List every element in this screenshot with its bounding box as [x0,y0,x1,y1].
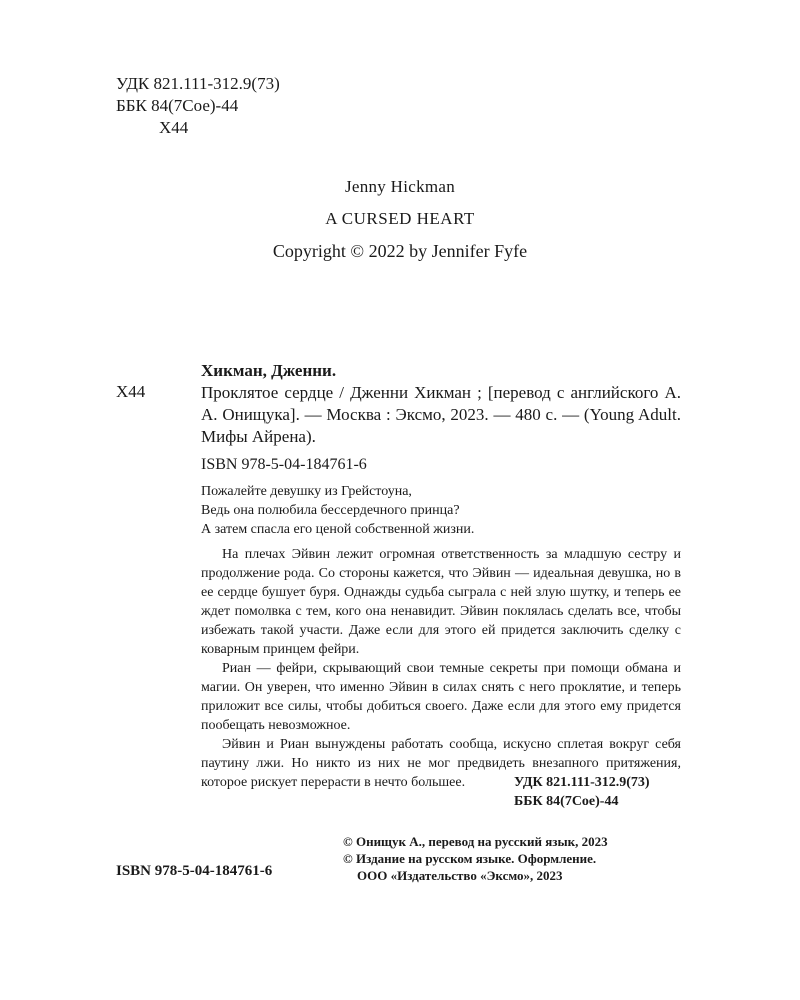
bibliographic-description: Проклятое сердце / Дженни Хикман ; [перевод с английского А. А. Онищука]. — Москва : Эксмо, 2023. — 480 с. — (Young Adult. Мифы Айрена). [201,383,681,446]
annotation-paragraph: На плечах Эйвин лежит огромная ответственность за младшую сестру и продолжение рода. Со стороны кажется, что Эйвин — идеальная девушка, но в ее сердце бушует буря. Однажды судьба сыграла с ней злую шутку, и теперь ее ждет помолвка с тем, кого она ненавидит. Эйвин поклялась сделать все, чтобы избежать такой участи. Даже если для этого ей придется заключить сделку с коварным принцем фейри. [201,547,681,657]
udk-code: УДК 821.111-312.9(73) [514,775,650,790]
original-copyright: Copyright © 2022 by Jennifer Fyfe [272,241,528,261]
original-title: A CURSED HEART [325,209,475,228]
classification-codes-bottom [514,773,650,811]
copyright-publisher: ООО «Издательство «Эксмо», 2023 [357,868,563,883]
udk-code: УДК 821.111-312.9(73) [116,74,280,93]
bibliographic-heading: Хикман, Дженни. [201,361,337,380]
bibliographic-author-mark: Х44 [116,382,146,401]
bbk-code: ББК 84(7Сое)-44 [514,794,619,809]
copyright-notices [343,833,608,884]
classification-codes-top [116,73,280,139]
poem-line: А затем спасла его ценой собственной жизни. [201,522,475,537]
epigraph-poem [201,482,474,539]
annotation [201,545,681,792]
annotation-paragraph: Эйвин и Риан вынуждены работать сообща, искусно сплетая вокруг себя паутину лжи. Но никто из них не мог предвидеть внезапного притяжения, которое рискует перерасти в нечто большее. [201,737,681,790]
poem-line: Ведь она полюбила бессердечного принца? [201,503,460,518]
author-mark: Х44 [159,118,189,137]
bbk-code: ББК 84(7Сое)-44 [116,96,239,115]
annotation-paragraph: Риан — фейри, скрывающий свои темные секреты при помощи обмана и магии. Он уверен, что именно Эйвин в силах снять с него проклятие, и теперь приложит все силы, чтобы добиться своего. Даже если для этого ему придется пообещать невозможное. [201,661,681,733]
copyright-translation: © Онищук А., перевод на русский язык, 2023 [343,834,608,849]
isbn-footer: ISBN 978-5-04-184761-6 [116,863,273,879]
poem-line: Пожалейте девушку из Грейстоуна, [201,484,412,499]
copyright-edition: © Издание на русском языке. Оформление. [343,851,597,866]
bibliographic-isbn: ISBN 978-5-04-184761-6 [201,456,367,473]
original-author: Jenny Hickman [344,177,456,196]
